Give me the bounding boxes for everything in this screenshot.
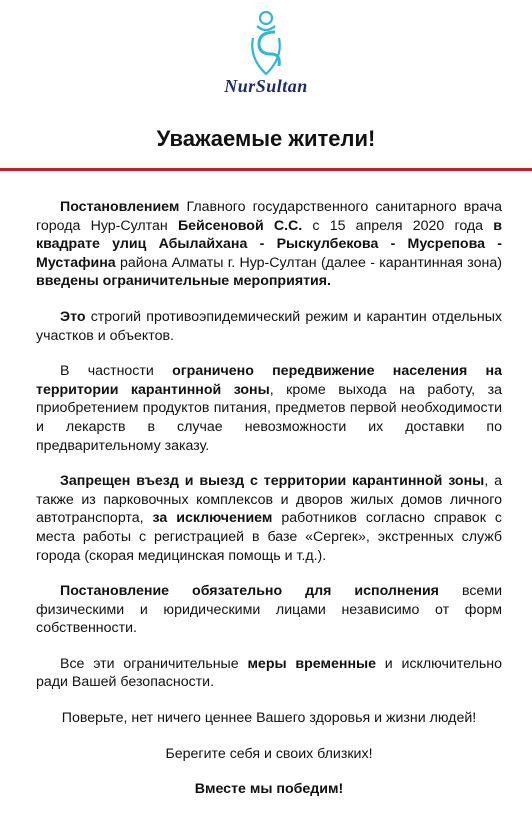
paragraph-entry-ban: Запрещен въезд и выезд с территории карантинной зоны, а также из парковочных комплексов и дворов жилых домов личного автотранспорта, за исключением работников согласно справок с места работы с регистрацией в базе «Сергек», экстренных служб города (скорая медицинская помощь и т.д.).	[36, 473, 503, 564]
paragraph-movement: В частности ограничено передвижение населения на территории карантинной зоны, кроме выхода на работу, за приобретением продуктов питания, предметов первой необходимости и лекарств в случае невозможности их доставки по предварительному заказу.	[36, 363, 502, 454]
red-divider	[0, 168, 532, 171]
baiterek-tower-logo-icon	[231, 8, 301, 78]
notice-body	[36, 198, 502, 816]
paragraph-mandatory: Постановление обязательно для исполнения всеми физическими и юридическими лицами независимо от форм собственности.	[36, 583, 502, 637]
paragraph-regime: Это строгий противоэпидемический режим и карантин отдельных участков и объектов.	[36, 308, 502, 344]
paragraph-temporary: Все эти ограничительные меры временные и исключительно ради Вашей безопасности.	[36, 655, 502, 691]
paragraph-take-care: Берегите себя и своих близких!	[165, 745, 373, 762]
paragraph-health: Поверьте, нет ничего ценнее Вашего здоровья и жизни людей!	[61, 710, 477, 727]
page-title: Уважаемые жители!	[156, 126, 376, 151]
brand-wordmark: NurSultan	[224, 76, 308, 96]
paragraph-together: Вместе мы победим!	[194, 781, 344, 798]
paragraph-resolution: Постановлением Главного государственного санитарного врача города Нур-Султан Бейсеновой С.С. с 15 апреля 2020 года в квадрате улиц Абылайхана - Рыскулбекова - Мусрепова - Мустафина района Алматы г. Нур-Султан (далее - карантинная зона) введены ограничительные мероприятия.	[36, 199, 502, 290]
